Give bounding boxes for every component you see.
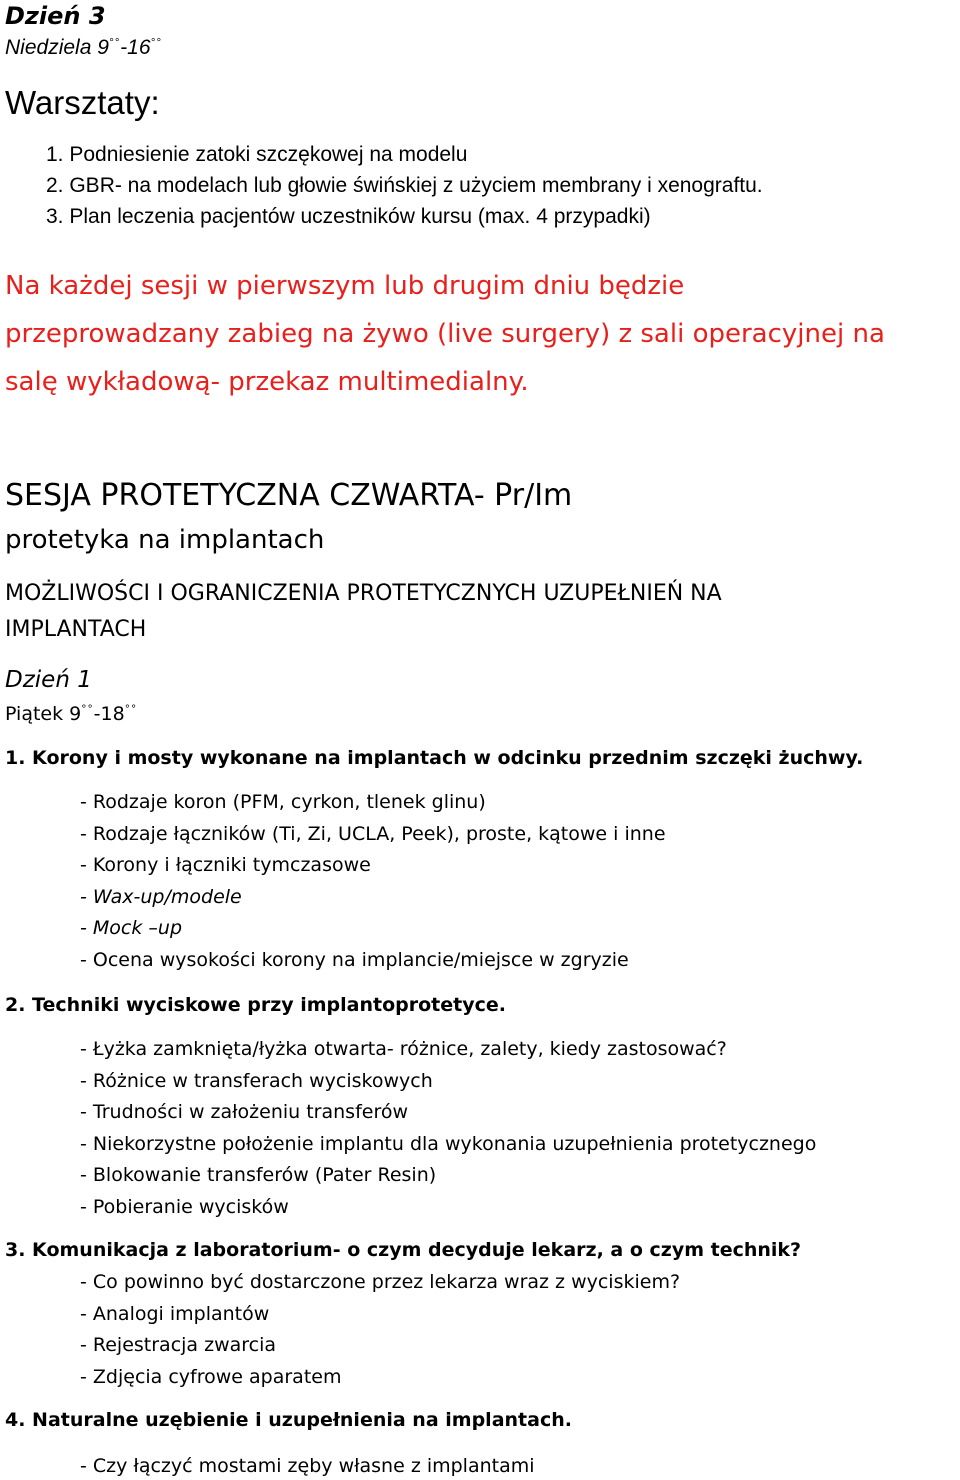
workshop-item: 2. GBR- na modelach lub głowie świńskiej z użyciem membrany i xenograftu. [46, 174, 763, 197]
session-title: SESJA PROTETYCZNA CZWARTA- Pr/Im [5, 478, 573, 513]
workshops-heading: Warsztaty: [5, 84, 160, 121]
list-item: - Wax-up/modele [80, 885, 242, 908]
section-items [80, 1034, 816, 1223]
list-item: - Korony i łączniki tymczasowe [80, 854, 371, 876]
list-item: - Łyżka zamknięta/łyżka otwarta- różnice, zalety, kiedy zastosować? [80, 1038, 727, 1060]
list-item: - Pobieranie wycisków [80, 1195, 289, 1218]
list-item: - Analogi implantów [80, 1302, 270, 1325]
day3-title: Dzień 3 [5, 2, 106, 30]
section-items [80, 787, 666, 976]
list-item: - Rodzaje łączników (Ti, Zi, UCLA, Peek), proste, kątowe i inne [80, 822, 666, 845]
list-item: - Niekorzystne położenie implantu dla wykonania uzupełnienia protetycznego [80, 1132, 817, 1155]
list-item: - Trudności w założeniu transferów [80, 1101, 409, 1123]
workshop-item: 1. Podniesienie zatoki szczękowej na modelu [46, 143, 468, 166]
workshop-item: 3. Plan leczenia pacjentów uczestników kursu (max. 4 przypadki) [46, 205, 651, 228]
section-heading: 4. Naturalne uzębienie i uzupełnienia na implantach. [5, 1409, 572, 1431]
list-item: - Blokowanie transferów (Pater Resin) [80, 1164, 437, 1186]
list-item: - Rejestracja zwarcia [80, 1334, 277, 1356]
section-heading: 3. Komunikacja z laboratorium- o czym decyduje lekarz, a o czym technik? [5, 1239, 802, 1261]
day1-time: Piątek 9°°-18°° [5, 703, 138, 725]
day3-time: Niedziela 9°°-16°° [5, 36, 162, 59]
section-heading: 1. Korony i mosty wykonane na implantach w odcinku przednim szczęki żuchwy. [5, 747, 864, 769]
list-item: - Ocena wysokości korony na implancie/miejsce w zgryzie [80, 948, 629, 971]
list-item: - Czy łączyć mostami zęby własne z implantami [80, 1455, 535, 1477]
live-surgery-notice: Na każdej sesji w pierwszym lub drugim dniu będzie przeprowadzany zabieg na żywo (live surgery) z sali operacyjnej na salę wykładową- przekaz multimedialny. [5, 271, 885, 397]
section-heading: 2. Techniki wyciskowe przy implantoprotetyce. [5, 994, 506, 1016]
list-item: - Mock –up [80, 917, 183, 939]
list-item: - Rodzaje koron (PFM, cyrkon, tlenek glinu) [80, 791, 486, 813]
session-topic: MOŻLIWOŚCI I OGRANICZENIA PROTETYCZNYCH UZUPEŁNIEŃ NA IMPLANTACH [5, 581, 722, 642]
list-item: - Zdjęcia cyfrowe aparatem [80, 1365, 342, 1388]
section-items [80, 1452, 535, 1480]
workshops-list [46, 139, 763, 232]
session-subtitle: protetyka na implantach [5, 525, 325, 555]
day1-title: Dzień 1 [5, 667, 92, 693]
section-items [80, 1267, 680, 1393]
list-item: - Różnice w transferach wyciskowych [80, 1069, 433, 1092]
list-item: - Co powinno być dostarczone przez lekarza wraz z wyciskiem? [80, 1271, 681, 1293]
